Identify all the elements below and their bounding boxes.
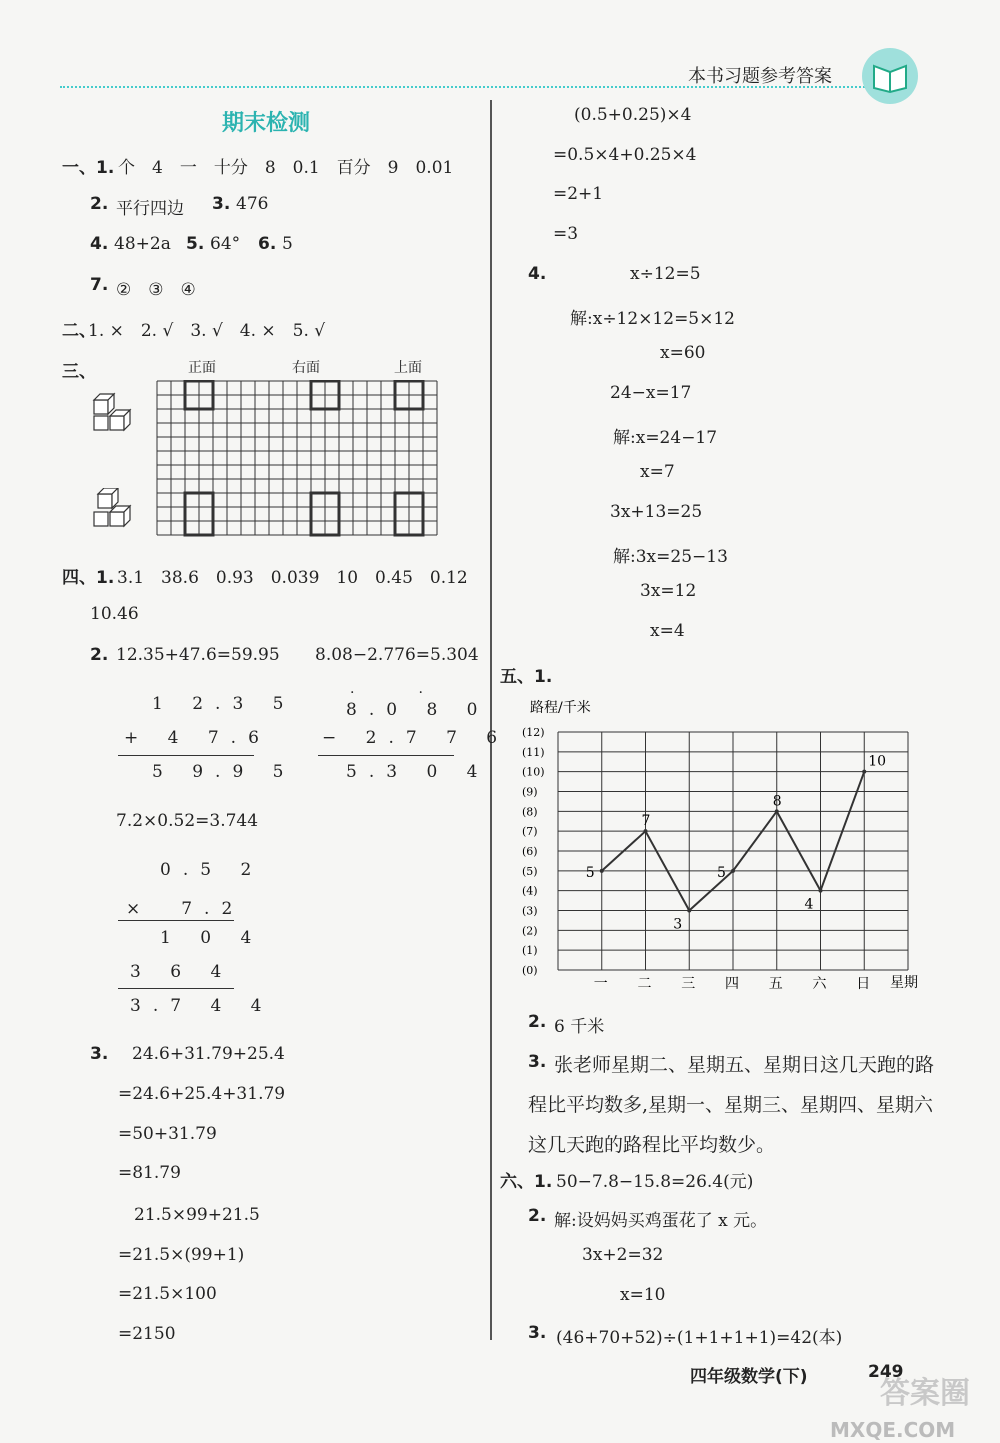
- chart-y-tick: (8): [522, 805, 538, 819]
- chart-data-label: 5: [717, 864, 726, 881]
- q4-2-label: 2.: [90, 645, 109, 665]
- chart-point: [687, 909, 691, 913]
- chart-data-label: 10: [868, 753, 887, 770]
- q5-label: 五、1.: [500, 667, 553, 687]
- cube-figure-1: [92, 392, 138, 438]
- chart-x-label: 星期: [890, 975, 918, 991]
- add-line: [118, 755, 254, 756]
- simplify1-line-2: =24.6+25.4+31.79: [118, 1084, 286, 1104]
- q4-2-mul-equation: 7.2×0.52=3.744: [116, 811, 259, 831]
- q6-2-solution: x=10: [620, 1285, 666, 1305]
- simplify1-line-3: =50+31.79: [118, 1124, 217, 1144]
- q5-3-line-1: 张老师星期二、星期五、星期日这几天跑的路: [554, 1054, 935, 1076]
- q3-label: 三、: [62, 362, 96, 382]
- eq3-line-3: 3x=12: [640, 581, 697, 601]
- q1-2-label: 2.: [90, 194, 109, 214]
- chart-x-tick: 三: [681, 976, 696, 992]
- chart-x-tick: 四: [725, 976, 739, 992]
- eq1-line-1: x÷12=5: [630, 264, 701, 284]
- eq2-line-2: 解:x=24−17: [613, 428, 718, 448]
- chart-y-label: 路程/千米: [530, 700, 591, 716]
- page-number: 249: [868, 1362, 904, 1382]
- q1-6-answer: 5: [282, 234, 293, 254]
- eq2-line-1: 24−x=17: [610, 383, 692, 403]
- q4-3-label: 3.: [90, 1044, 109, 1064]
- q6-2-label: 2.: [528, 1206, 547, 1226]
- mul-line-1: [118, 920, 234, 921]
- eq3-line-2: 解:3x=25−13: [613, 547, 728, 567]
- q1-6-label: 6.: [258, 234, 277, 254]
- q6-3-label: 3.: [528, 1323, 547, 1343]
- add-row-2: + 4 7.6: [124, 728, 271, 748]
- q1-5-answer: 64°: [210, 234, 241, 254]
- chart-x-tick: 一: [593, 976, 608, 992]
- chart-point: [644, 829, 648, 833]
- sub-row-1: 8.0 8 0: [346, 700, 490, 720]
- view-top-label: 上面: [394, 360, 422, 376]
- eq3-line-1: 3x+13=25: [610, 502, 703, 522]
- chart-y-tick: (5): [522, 864, 538, 878]
- simplify2-line-1: 21.5×99+21.5: [134, 1205, 260, 1225]
- chart-point: [600, 869, 604, 873]
- view-front-label: 正面: [188, 360, 216, 376]
- q2-label: 二、: [62, 321, 96, 341]
- watermark-url: MXQE.COM: [830, 1418, 956, 1442]
- chart-y-tick: (0): [522, 964, 538, 977]
- simplify3-line-4: =3: [553, 224, 579, 244]
- header-title: 本书习题参考答案: [688, 66, 832, 87]
- simplify3-line-1: (0.5+0.25)×4: [574, 105, 692, 125]
- chart-y-tick: (1): [522, 944, 538, 958]
- chart-data-label: 4: [804, 896, 814, 913]
- mul-line-2: [118, 988, 234, 989]
- chart-x-tick: 五: [768, 976, 783, 992]
- chart-y-tick: (3): [522, 904, 538, 918]
- simplify2-line-4: =2150: [118, 1324, 176, 1344]
- q6-3-answer: (46+70+52)÷(1+1+1+1)=42(本): [556, 1328, 843, 1348]
- sub-row-3: 5.3 0 4: [346, 762, 490, 782]
- chart-y-tick: (6): [522, 845, 538, 858]
- chart-data-label: 8: [772, 793, 782, 810]
- simplify2-line-2: =21.5×(99+1): [118, 1245, 245, 1265]
- footer-grade: 四年级数学(下): [690, 1367, 808, 1387]
- q5-3-line-2: 程比平均数多,星期一、星期三、星期四、星期六: [528, 1094, 934, 1116]
- chart-y-tick: (2): [522, 924, 538, 938]
- mul-row-5: 3.7 4 4: [130, 996, 274, 1016]
- views-grid: [156, 380, 441, 540]
- simplify3-line-3: =2+1: [553, 184, 604, 204]
- chart-data-label: 7: [641, 813, 651, 830]
- book-logo-icon: [862, 48, 918, 104]
- q4-label: 四、1.: [62, 568, 115, 588]
- q1-7-label: 7.: [90, 275, 109, 295]
- section-title: 期末检测: [222, 111, 311, 136]
- eq1-line-3: x=60: [660, 343, 706, 363]
- view-right-label: 右面: [292, 360, 320, 376]
- q1-answers: 个 4 一 十分 8 0.1 百分 9 0.01: [118, 158, 454, 178]
- chart-y-tick: (10): [522, 765, 545, 779]
- chart-y-tick: (12): [522, 726, 545, 739]
- eq1-line-2: 解:x÷12×12=5×12: [570, 309, 736, 329]
- q6-2-equation: 3x+2=32: [582, 1245, 664, 1265]
- chart-data-label: 5: [585, 864, 595, 881]
- chart-x-tick: 日: [856, 976, 871, 992]
- simplify1-line-4: =81.79: [118, 1163, 181, 1183]
- q4-4-label: 4.: [528, 264, 547, 284]
- q1-3-label: 3.: [212, 194, 231, 214]
- chart-y-tick: (9): [522, 785, 538, 799]
- cube-figure-2: [92, 488, 138, 534]
- chart-y-tick: (4): [522, 884, 538, 898]
- mul-row-3: 1 0 4: [160, 928, 264, 948]
- sub-borrow-dots: . .: [350, 681, 435, 697]
- q1-4-answer: 48+2a: [114, 234, 171, 254]
- q1-2-answer: 平行四边: [116, 199, 184, 219]
- mul-row-2: × 7.2: [126, 899, 245, 919]
- column-divider: [490, 100, 492, 1340]
- sub-row-2: − 2.7 7 6: [322, 728, 510, 748]
- chart-point: [731, 869, 735, 873]
- sub-line: [318, 755, 454, 756]
- q4-1-answers: 3.1 38.6 0.93 0.039 10 0.45 0.12: [117, 568, 468, 588]
- q1-3-answer: 476: [236, 194, 269, 214]
- chart-y-tick: (11): [522, 745, 545, 759]
- mul-row-1: 0.5 2: [160, 860, 264, 880]
- chart-point: [775, 809, 779, 813]
- q5-2-label: 2.: [528, 1012, 547, 1032]
- q5-2-answer: 6 千米: [554, 1017, 605, 1037]
- chart-y-tick: (7): [522, 825, 538, 839]
- q1-5-label: 5.: [186, 234, 205, 254]
- chart-point: [819, 889, 823, 893]
- q6-label: 六、1.: [500, 1172, 553, 1192]
- chart-x-tick: 二: [637, 976, 652, 992]
- watermark-brand: 答案圈: [880, 1376, 970, 1411]
- q4-1-answers-cont: 10.46: [90, 604, 139, 624]
- add-row-3: 5 9.9 5: [152, 762, 296, 782]
- eq3-line-4: x=4: [650, 621, 685, 641]
- chart-x-tick: 六: [812, 976, 827, 992]
- q2-answers: 1. × 2. √ 3. √ 4. × 5. √: [88, 321, 326, 341]
- q6-2-answer: 解:设妈妈买鸡蛋花了 x 元。: [554, 1211, 768, 1231]
- chart-data-label: 3: [673, 916, 683, 933]
- q4-2-add-equation: 12.35+47.6=59.95: [116, 645, 280, 665]
- chart-point: [862, 770, 866, 774]
- q4-2-sub-equation: 8.08−2.776=5.304: [315, 645, 479, 665]
- simplify3-line-2: =0.5×4+0.25×4: [553, 145, 697, 165]
- q6-1-answer: 50−7.8−15.8=26.4(元): [556, 1172, 754, 1192]
- eq2-line-3: x=7: [640, 462, 675, 482]
- add-row-1: 1 2.3 5: [152, 694, 296, 714]
- q5-3-line-3: 这几天跑的路程比平均数少。: [528, 1134, 776, 1156]
- mul-row-4: 3 6 4: [130, 962, 234, 982]
- q1-label: 一、1.: [62, 158, 115, 178]
- distance-line-chart: [520, 690, 930, 1000]
- q1-4-label: 4.: [90, 234, 109, 254]
- q1-7-answer: ② ③ ④: [116, 280, 196, 300]
- q5-3-label: 3.: [528, 1052, 547, 1072]
- simplify1-line-1: 24.6+31.79+25.4: [132, 1044, 285, 1064]
- simplify2-line-3: =21.5×100: [118, 1284, 217, 1304]
